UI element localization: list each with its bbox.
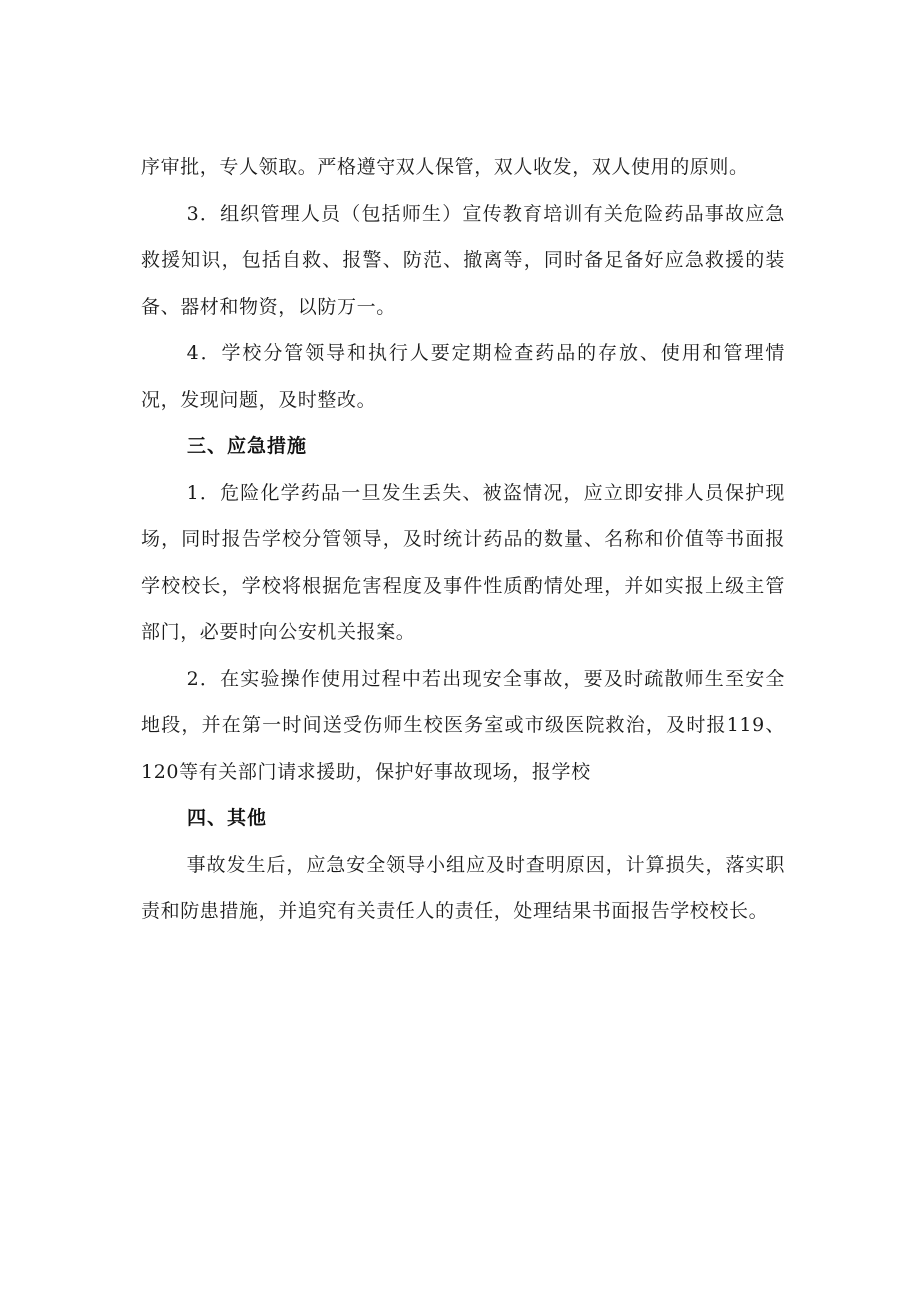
paragraph-training: 3．组织管理人员（包括师生）宣传教育培训有关危险药品事故应急救援知识，包括自救、报警、防范、撤离等，同时备足备好应急救援的装备、器材和物资，以防万一。 [141,202,785,318]
paragraph-inspection: 4．学校分管领导和执行人要定期检查药品的存放、使用和管理情况，发现问题，及时整改。 [141,342,785,411]
paragraph-aftermath: 事故发生后，应急安全领导小组应及时查明原因，计算损失，落实职责和防患措施，并追究有关责任人的责任，处理结果书面报告学校校长。 [141,853,785,922]
section-heading-other: 四、其他 [187,807,268,829]
document-body [141,144,785,935]
paragraph-approval-principle: 序审批，专人领取。严格遵守双人保管，双人收发，双人使用的原则。 [141,156,749,178]
section-heading-emergency-measures: 三、应急措施 [187,435,308,457]
paragraph-loss-theft: 1．危险化学药品一旦发生丢失、被盗情况，应立即安排人员保护现场，同时报告学校分管领导，及时统计药品的数量、名称和价值等书面报学校校长，学校将根据危害程度及事件性质酌情处理，并如实报上级主管部门，必要时向公安机关报案。 [141,481,785,643]
paragraph-accident-handling: 2．在实验操作使用过程中若出现安全事故，要及时疏散师生至安全地段，并在第一时间送受伤师生校医务室或市级医院救治，及时报119、120等有关部门请求援助，保护好事故现场，报学校 [141,667,785,783]
